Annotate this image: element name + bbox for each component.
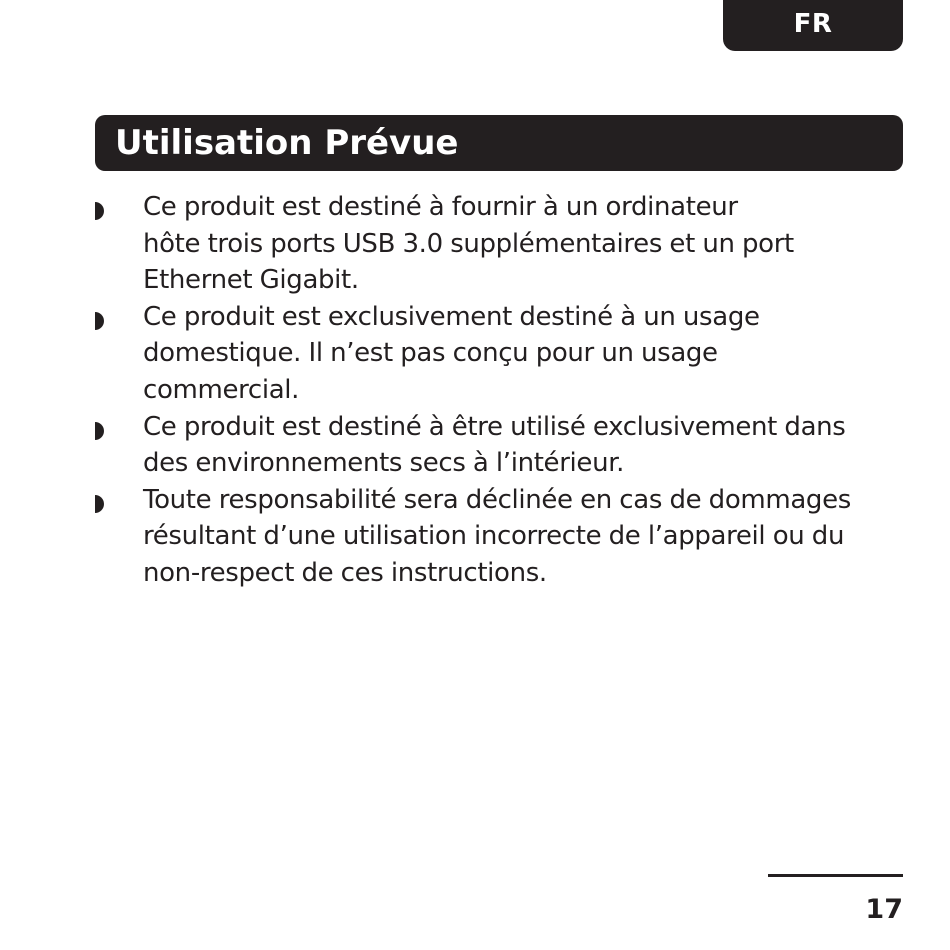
bullet-line: Toute responsabilité sera déclinée en cas de dommages <box>143 484 851 515</box>
bullet-item <box>95 299 910 409</box>
bullet-line: Ce produit est destiné à être utilisé exclusivement dans <box>143 411 846 442</box>
bullet-line: hôte trois ports USB 3.0 supplémentaires et un port <box>143 228 794 259</box>
bullet-line: domestique. Il n’est pas conçu pour un usage <box>143 338 718 369</box>
bullet-icon <box>95 422 104 440</box>
bullet-line: Ce produit est destiné à fournir à un ordinateur <box>143 192 738 222</box>
bullet-line: résultant d’une utilisation incorrecte de l’appareil ou du <box>143 521 845 552</box>
bullet-item <box>95 482 910 592</box>
section-title: Utilisation Prévue <box>95 115 903 171</box>
bullet-line: commercial. <box>143 374 300 405</box>
bullet-item <box>95 409 910 482</box>
bullet-icon <box>95 312 104 330</box>
bullet-line: Ethernet Gigabit. <box>143 265 359 296</box>
bullet-item <box>95 189 910 299</box>
page-number: 17 <box>865 894 903 925</box>
bullet-icon <box>95 202 104 220</box>
bullet-icon <box>95 495 104 513</box>
bullet-list <box>95 189 910 592</box>
language-tab: FR <box>723 0 903 51</box>
bullet-line: des environnements secs à l’intérieur. <box>143 448 625 479</box>
bullet-line: non-respect de ces instructions. <box>143 557 547 588</box>
footer-divider <box>768 874 903 877</box>
bullet-line: Ce produit est exclusivement destiné à un usage <box>143 301 760 332</box>
